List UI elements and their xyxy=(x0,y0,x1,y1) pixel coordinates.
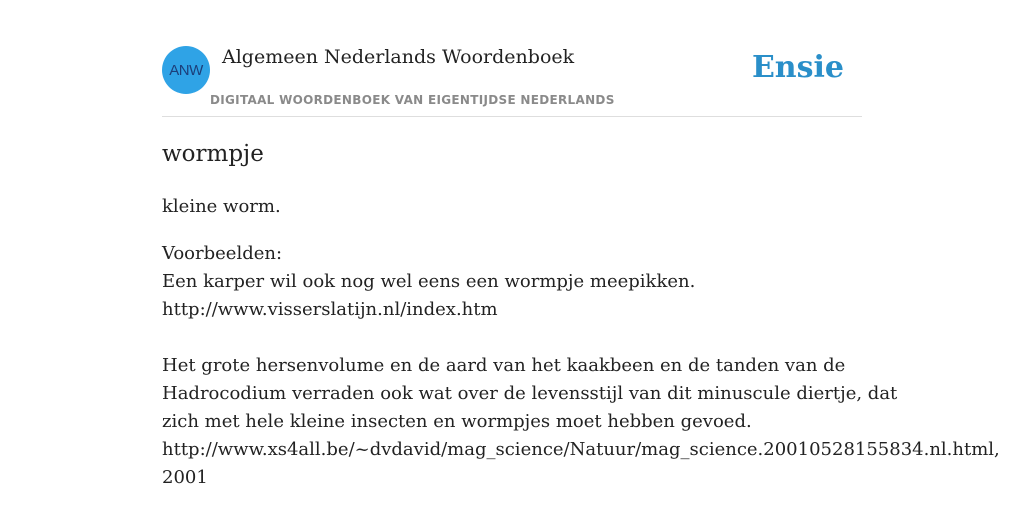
site-subtitle: DIGITAAL WOORDENBOEK VAN EIGENTIJDSE NEDERLANDS xyxy=(210,93,615,107)
anw-logo[interactable] xyxy=(162,46,210,94)
site-title[interactable]: Algemeen Nederlands Woordenboek xyxy=(222,46,575,68)
entry-definition: kleine worm. xyxy=(162,196,281,217)
example-spacer xyxy=(162,324,962,352)
example-source: http://www.visserslatijn.nl/index.htm xyxy=(162,299,498,320)
example-sentence-line: Hadrocodium verraden ook wat over de levensstijl van dit minuscule diertje, dat xyxy=(162,383,898,404)
example-sentence-line: Het grote hersenvolume en de aard van het kaakbeen en de tanden van de xyxy=(162,355,846,376)
example-sentence-line: zich met hele kleine insecten en wormpjes moet hebben gevoed. xyxy=(162,411,752,432)
example-source: http://www.xs4all.be/~dvdavid/mag_science/Natuur/mag_science.20010528155834.nl.html, xyxy=(162,439,1000,460)
entry-examples xyxy=(162,240,1000,492)
examples-label: Voorbeelden: xyxy=(162,243,283,264)
entry-content xyxy=(162,138,1000,492)
example-year: 2001 xyxy=(162,467,208,488)
entry-headword: wormpje xyxy=(162,141,264,167)
example-sentence: Een karper wil ook nog wel eens een wormpje meepikken. xyxy=(162,271,696,292)
site-header xyxy=(162,46,862,117)
ensie-brand-link[interactable]: Ensie xyxy=(751,50,844,85)
logo-text: ANW xyxy=(169,61,203,79)
